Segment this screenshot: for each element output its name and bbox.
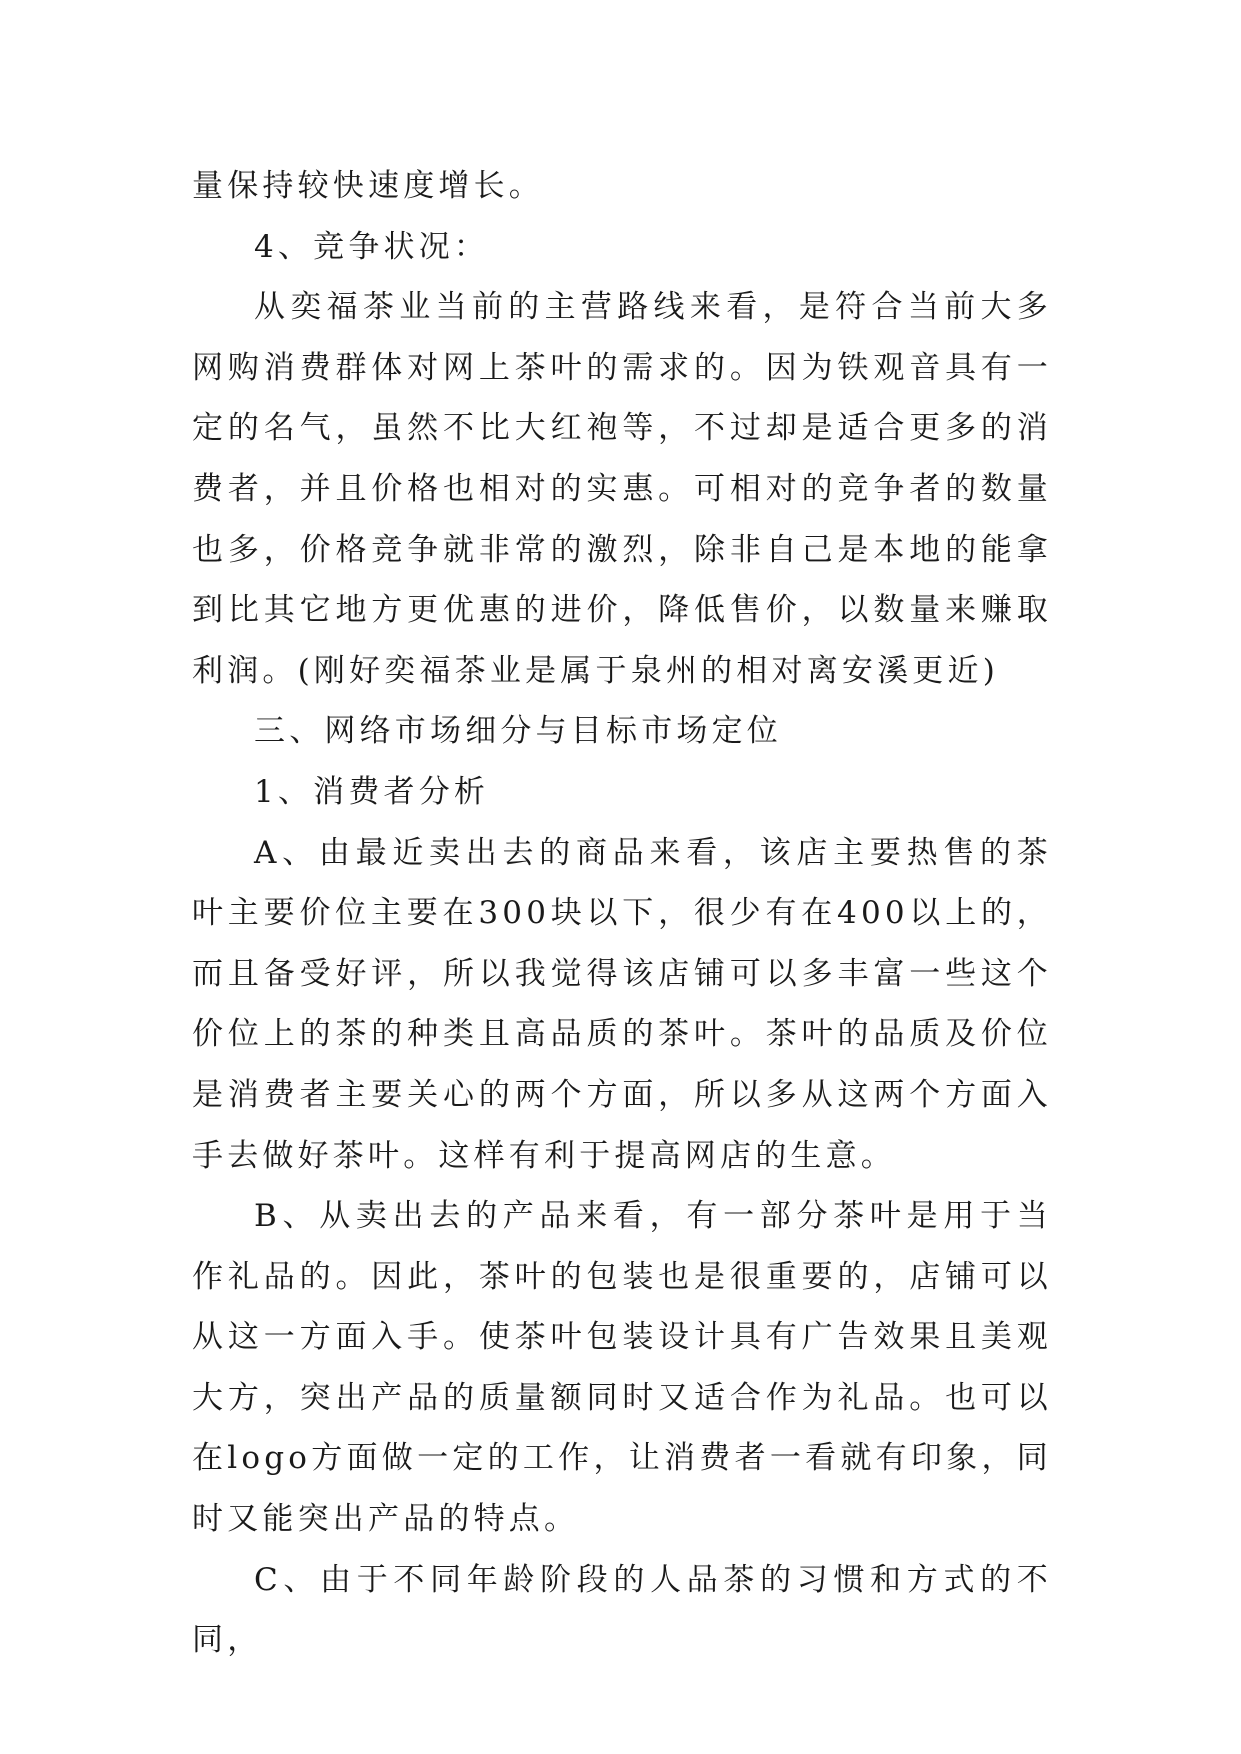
heading-competition: 4、竞争状况： [254,228,490,265]
document-body [192,156,1052,1671]
paragraph-competition: 从奕福茶业当前的主营路线来看，是符合当前大多网购消费群体对网上茶叶的需求的。因为铁观音具有一定的名气，虽然不比大红袍等，不过却是适合更多的消费者，并且价格也相对的实惠。可相对的竞争者的数量也多，价格竞争就非常的激烈，除非自己是本地的能拿到比其它地方更优惠的进价，降低售价，以数量来赚取利润。(刚好奕福茶业是属于泉州的相对离安溪更近) [192,289,1052,689]
paragraph-continuation: 量保持较快速度增长。 [192,168,544,204]
paragraph-point-b: B、从卖出去的产品来看，有一部分茶叶是用于当作礼品的。因此，茶叶的包装也是很重要的，店铺可以从这一方面入手。使茶叶包装设计具有广告效果且美观大方，突出产品的质量额同时又适合作为礼品。也可以在logo方面做一定的工作，让消费者一看就有印象，同时又能突出产品的特点。 [192,1198,1052,1538]
paragraph-point-a: A、由最近卖出去的商品来看，该店主要热售的茶叶主要价位主要在300块以下，很少有在400以上的，而且备受好评，所以我觉得该店铺可以多丰富一些这个价位上的茶的种类且高品质的茶叶。茶叶的品质及价位是消费者主要关心的两个方面，所以多从这两个方面入手去做好茶叶。这样有利于提高网店的生意。 [192,834,1052,1174]
heading-market-segmentation: 三、网络市场细分与目标市场定位 [254,713,782,750]
paragraph-point-c: C、由于不同年龄阶段的人品茶的习惯和方式的不同， [192,1561,1052,1659]
heading-consumer-analysis: 1、消费者分析 [254,773,490,810]
